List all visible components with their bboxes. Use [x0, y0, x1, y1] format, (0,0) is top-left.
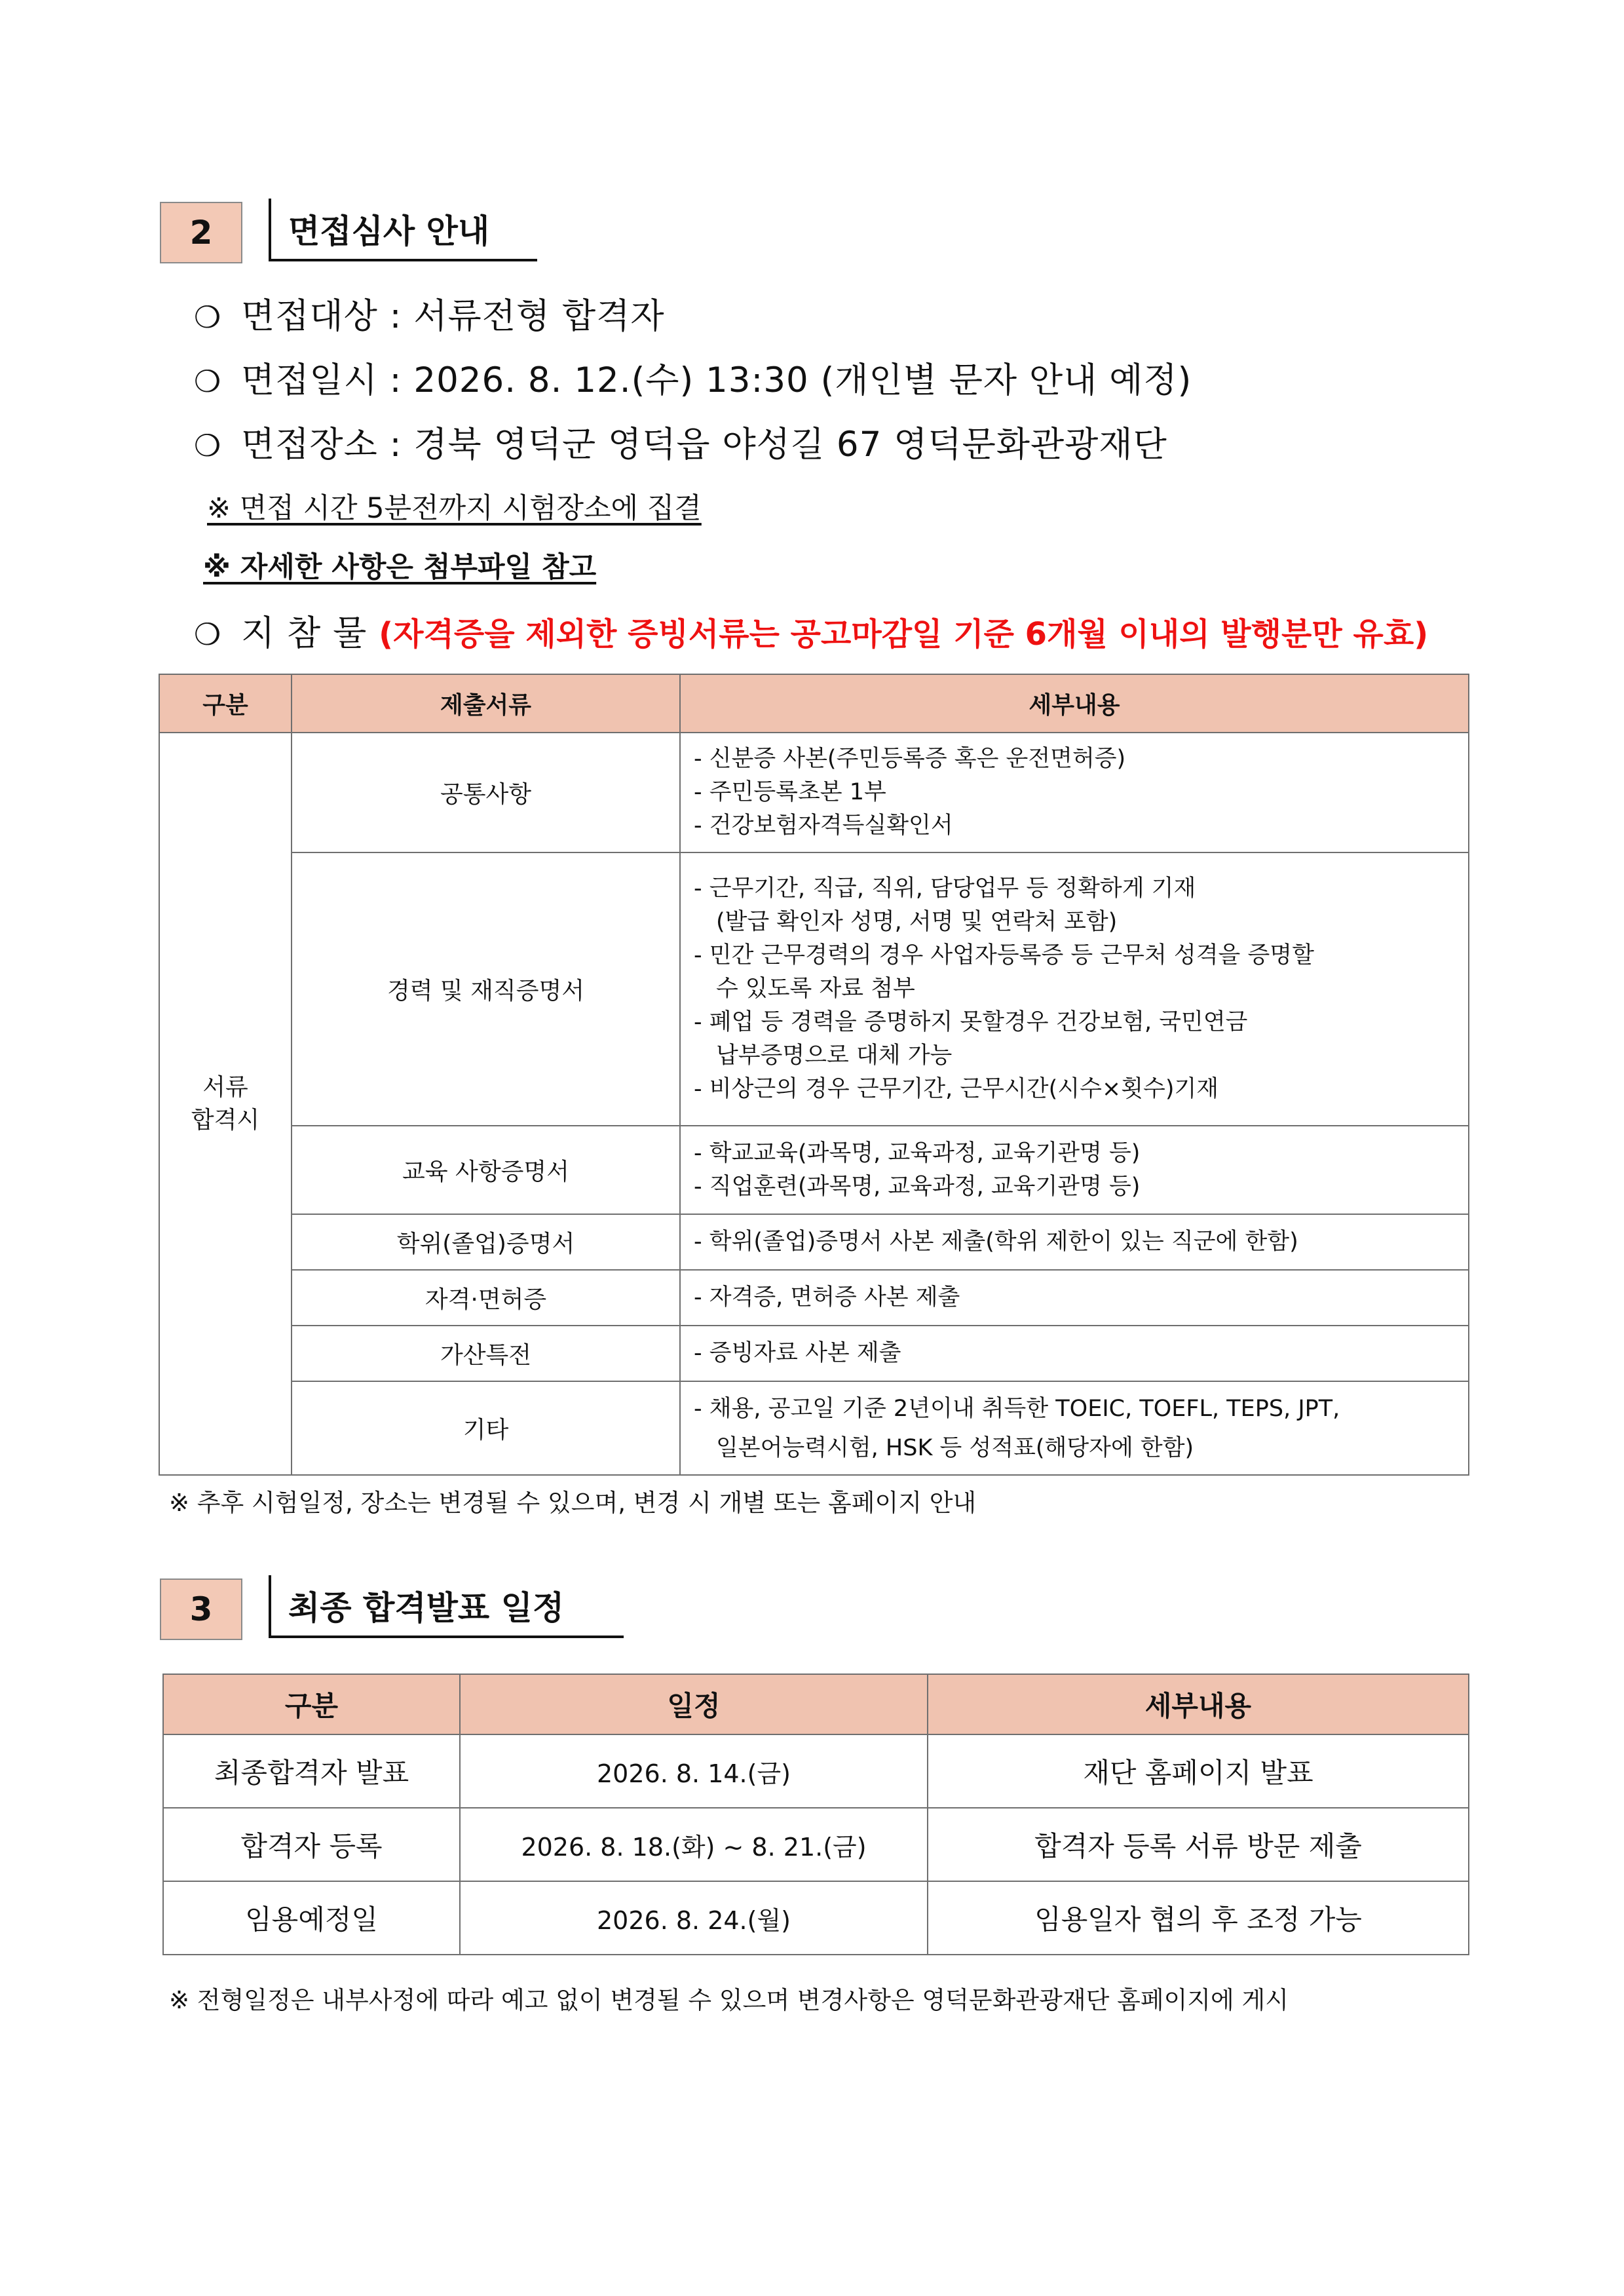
table-row: [159, 1381, 1469, 1475]
schedule-cell: 2026. 8. 14.(금): [460, 1734, 928, 1808]
detail-line: - 비상근의 경우 근무기간, 근무시간(시수×횟수)기재: [694, 1076, 1219, 1102]
doc-cell: 공통사항: [292, 733, 680, 852]
doc-cell: 가산특전: [292, 1326, 680, 1381]
table-row: [159, 1126, 1469, 1214]
bullet-required-documents: [194, 605, 1428, 655]
note-see-attachment: ※ 자세한 사항은 첨부파일 참고: [203, 551, 597, 584]
documents-label: 지 참 물: [241, 613, 368, 653]
circle-bullet-icon: ❍: [194, 299, 222, 335]
note-gathering-time: ※ 면접 시간 5분전까지 시험장소에 집결: [207, 492, 702, 525]
header-detail: 세부내용: [680, 674, 1469, 733]
detail-line: - 근무기간, 직급, 직위, 담당업무 등 정확하게 기재: [694, 875, 1196, 902]
header-schedule: 일정: [460, 1674, 928, 1734]
bullet-interview-target: [194, 288, 665, 338]
group-label-line: 서류: [202, 1073, 248, 1101]
table-row: [159, 1326, 1469, 1381]
required-documents-table: [159, 674, 1469, 1476]
group-label-cell: [159, 733, 292, 1475]
detail-line: - 폐업 등 경력을 증명하지 못할경우 건강보험, 국민연금: [694, 1009, 1248, 1035]
table-header-row: [163, 1674, 1469, 1734]
table-row: [159, 852, 1469, 1126]
doc-cell: 교육 사항증명서: [292, 1126, 680, 1214]
detail-line: - 주민등록초본 1부: [694, 779, 886, 805]
detail-line: - 증빙자료 사본 제출: [694, 1340, 901, 1366]
section-title-interview: 면접심사 안내: [269, 199, 537, 261]
detail-line: - 학위(졸업)증명서 사본 제출(학위 제한이 있는 직군에 한함): [694, 1229, 1298, 1255]
table-row: [163, 1808, 1469, 1881]
group-label-line: 합격시: [191, 1106, 260, 1134]
section-number-3: 3: [160, 1578, 242, 1640]
circle-bullet-icon: ❍: [194, 364, 222, 399]
detail-cell: [680, 1126, 1469, 1214]
table-row: [159, 1214, 1469, 1270]
table-row: [159, 733, 1469, 852]
table-row: [163, 1881, 1469, 1955]
bullet-text: 면접대상 : 서류전형 합격자: [241, 296, 665, 336]
header-document: 제출서류: [292, 674, 680, 733]
schedule-cell: 2026. 8. 18.(화) ~ 8. 21.(금): [460, 1808, 928, 1881]
header-detail: 세부내용: [928, 1674, 1469, 1734]
detail-line: - 자격증, 면허증 사본 제출: [694, 1284, 960, 1311]
detail-cell: 재단 홈페이지 발표: [928, 1734, 1469, 1808]
documents-validity-warning: (자격증을 제외한 증빙서류는 공고마감일 기준 6개월 이내의 발행분만 유효): [379, 616, 1429, 653]
section-number-2: 2: [160, 202, 242, 263]
detail-cell: [680, 1381, 1469, 1475]
detail-line: 일본어능력시험, HSK 등 성적표(해당자에 한함): [716, 1434, 1194, 1461]
category-cell: 임용예정일: [163, 1881, 460, 1955]
detail-cell: [680, 1214, 1469, 1270]
detail-line: - 직업훈련(과목명, 교육과정, 교육기관명 등): [694, 1173, 1141, 1200]
doc-cell: 학위(졸업)증명서: [292, 1214, 680, 1270]
table-row: [163, 1734, 1469, 1808]
bullet-interview-place: [194, 417, 1167, 467]
bullet-text: 면접일시 : 2026. 8. 12.(수) 13:30 (개인별 문자 안내 예정): [241, 360, 1192, 400]
detail-cell: [680, 733, 1469, 852]
doc-cell: 경력 및 재직증명서: [292, 852, 680, 1126]
detail-line: - 채용, 공고일 기준 2년이내 취득한 TOEIC, TOEFL, TEPS, JPT,: [694, 1395, 1340, 1422]
detail-line: (발급 확인자 성명, 서명 및 연락처 포함): [716, 909, 1118, 935]
header-category: 구분: [159, 674, 292, 733]
section3-footnote: ※ 전형일정은 내부사정에 따라 예고 없이 변경될 수 있으며 변경사항은 영덕문화관광재단 홈페이지에 게시: [169, 1986, 1289, 2014]
detail-line: - 건강보험자격득실확인서: [694, 813, 953, 839]
section2-footnote: ※ 추후 시험일정, 장소는 변경될 수 있으며, 변경 시 개별 또는 홈페이지 안내: [169, 1489, 977, 1517]
schedule-cell: 2026. 8. 24.(월): [460, 1881, 928, 1955]
header-category: 구분: [163, 1674, 460, 1734]
detail-line: - 민간 근무경력의 경우 사업자등록증 등 근무처 성격을 증명할: [694, 942, 1314, 968]
detail-line: - 신분증 사본(주민등록증 혹은 운전면허증): [694, 746, 1126, 772]
final-schedule-table: [162, 1674, 1469, 1955]
detail-cell: [680, 1270, 1469, 1326]
doc-cell: 기타: [292, 1381, 680, 1475]
detail-line: 납부증명으로 대체 가능: [716, 1043, 953, 1069]
detail-line: 수 있도록 자료 첨부: [716, 976, 915, 1002]
bullet-text: 면접장소 : 경북 영덕군 영덕읍 야성길 67 영덕문화관광재단: [241, 425, 1167, 465]
detail-cell: 임용일자 협의 후 조정 가능: [928, 1881, 1469, 1955]
table-header-row: [159, 674, 1469, 733]
section-title-final-announcement: 최종 합격발표 일정: [269, 1575, 624, 1638]
detail-cell: [680, 1326, 1469, 1381]
detail-line: - 학교교육(과목명, 교육과정, 교육기관명 등): [694, 1139, 1141, 1166]
circle-bullet-icon: ❍: [194, 428, 222, 463]
table-row: [159, 1270, 1469, 1326]
detail-cell: [680, 852, 1469, 1126]
detail-cell: 합격자 등록 서류 방문 제출: [928, 1808, 1469, 1881]
category-cell: 최종합격자 발표: [163, 1734, 460, 1808]
bullet-interview-date: [194, 353, 1192, 402]
circle-bullet-icon: ❍: [194, 617, 222, 652]
category-cell: 합격자 등록: [163, 1808, 460, 1881]
doc-cell: 자격·면허증: [292, 1270, 680, 1326]
